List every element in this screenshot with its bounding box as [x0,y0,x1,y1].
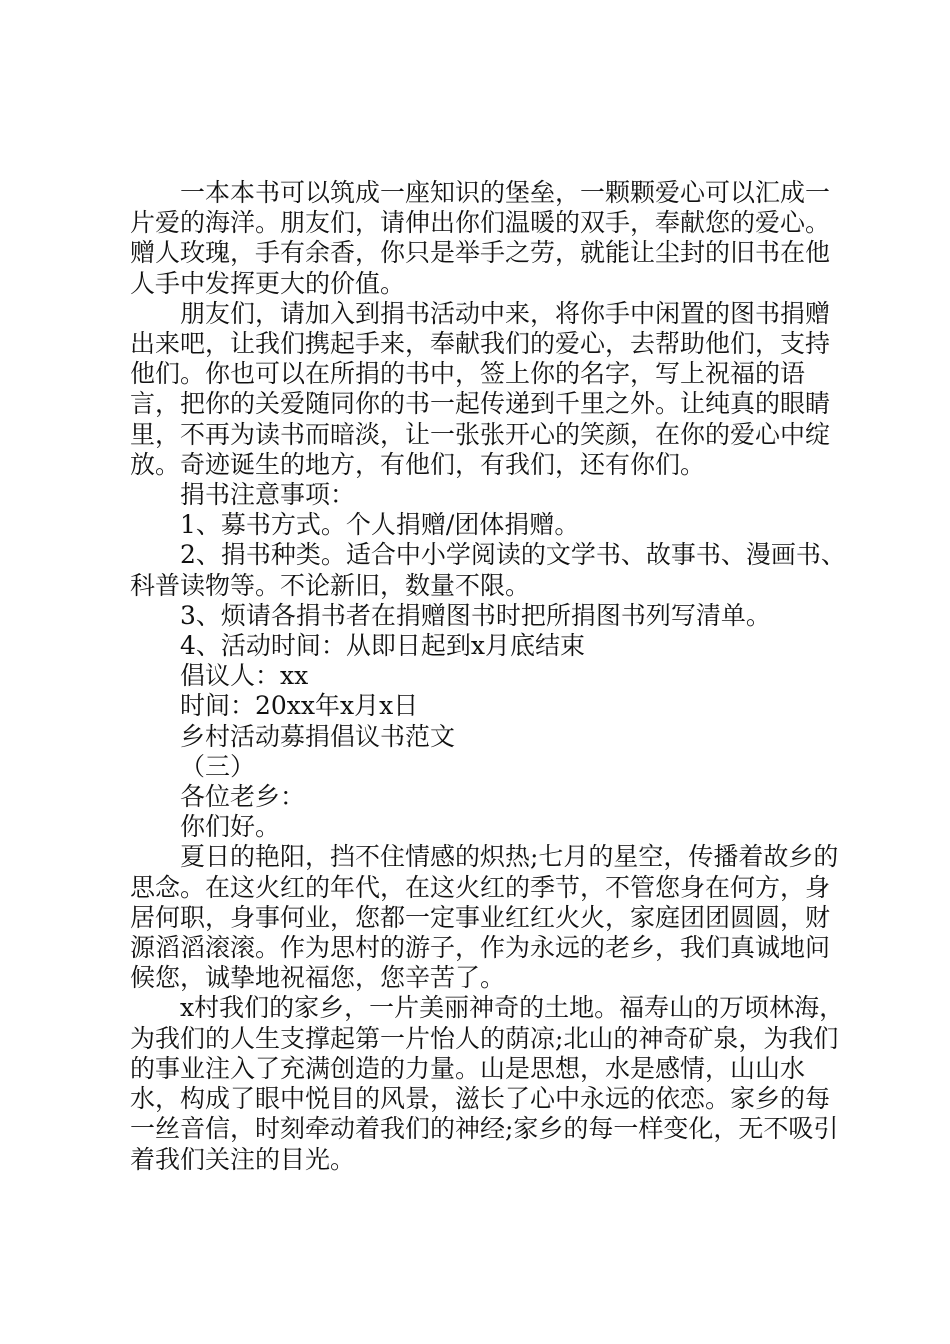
document-body [130,178,850,1175]
note-item-4: 4、活动时间：从即日起到x月底结束 [180,631,586,661]
section-number: （三） [180,751,256,781]
paragraph-summer: 夏日的艳阳，挡不住情感的炽热;七月的星空，传播着故乡的思念。在这火红的年代，在这火红的季节，不管您身在何方，身居何职，身事何业，您都一定事业红红火火，家庭团团圆圆，财源滔滔滚滚。作为思村的游子，作为永远的老乡，我们真诚地问候您，诚挚地祝福您，您辛苦了。 [130,842,839,993]
salutation: 各位老乡： [180,782,306,812]
greeting: 你们好。 [180,812,281,842]
initiator-line: 倡议人：xx [180,661,309,691]
paragraph-hometown: x村我们的家乡，一片美丽神奇的土地。福寿山的万顷林海，为我们的人生支撑起第一片怡人的荫凉;北山的神奇矿泉，为我们的事业注入了充满创造的力量。山是思想，水是感情，山山水水，构成了眼中悦目的风景，滋长了心中永远的依恋。家乡的每一丝音信，时刻牵动着我们的神经;家乡的每一样变化，无不吸引着我们关注的目光。 [130,993,845,1174]
date-line: 时间：20xx年x月x日 [180,691,419,721]
paragraph-intro: 一本本书可以筑成一座知识的堡垒，一颗颗爱心可以汇成一片爱的海洋。朋友们，请伸出你们温暖的双手，奉献您的爱心。赠人玫瑰，手有余香，你只是举手之劳，就能让尘封的旧书在他人手中发挥更大的价值。 [130,178,831,298]
note-item-2: 2、捐书种类。适合中小学阅读的文学书、故事书、漫画书、科普读物等。不论新旧，数量不限。 [130,540,846,600]
notes-heading: 捐书注意事项： [180,480,356,510]
note-item-3: 3、烦请各捐书者在捐赠图书时把所捐图书列写清单。 [180,600,771,630]
section-title: 乡村活动募捐倡议书范文 [180,721,456,751]
note-item-1: 1、募书方式。个人捐赠/团体捐赠。 [180,510,580,540]
paragraph-appeal: 朋友们，请加入到捐书活动中来，将你手中闲置的图书捐赠出来吧，让我们携起手来，奉献我们的爱心，去帮助他们，支持他们。你也可以在所捐的书中，签上你的名字，写上祝福的语言，把你的关爱随同你的书一起传递到千里之外。让纯真的眼睛里，不再为读书而暗淡，让一张张开心的笑颜，在你的爱心中绽放。奇迹诞生的地方，有他们，有我们，还有你们。 [130,298,831,479]
